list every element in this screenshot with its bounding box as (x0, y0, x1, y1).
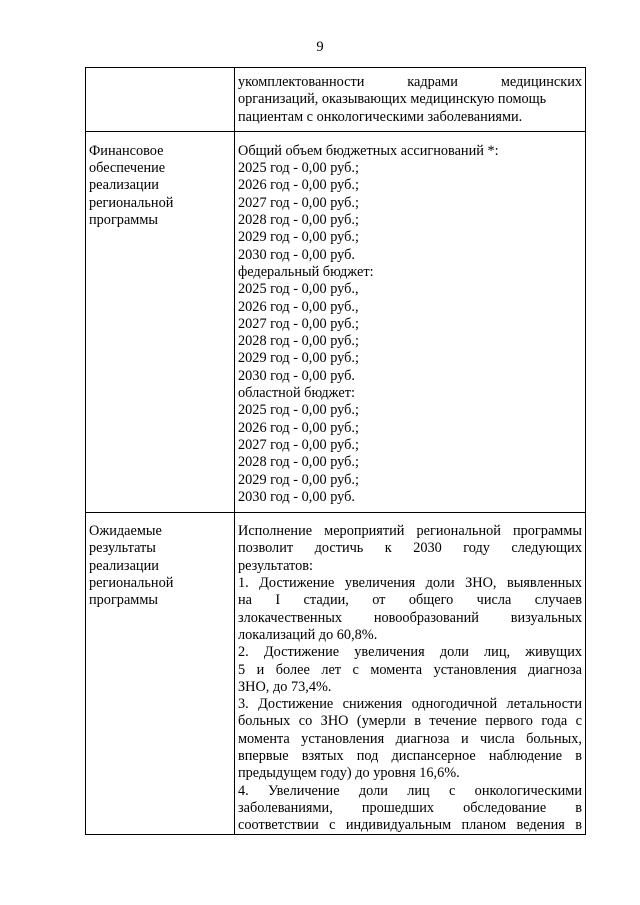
row-value-line: 2029 год - 0,00 руб.; (238, 350, 359, 367)
row-value-line: 2029 год - 0,00 руб.; (238, 229, 359, 246)
table-row (86, 513, 586, 835)
row-value-line: 2026 год - 0,00 руб., (238, 298, 359, 315)
row-value-line: федеральный бюджет: (238, 263, 374, 280)
row-label-line: региональной (89, 575, 174, 592)
row-value-line: 2027 год - 0,00 руб.; (238, 315, 359, 332)
row-value-cell (235, 131, 586, 512)
table-row (86, 131, 586, 512)
row-value-line: впервые взятых под диспансерное наблюдение в (238, 747, 582, 764)
row-value-line: 1. Достижение увеличения доли ЗНО, выявленных (238, 575, 582, 592)
table-row (86, 68, 586, 132)
row-value-line: 2028 год - 0,00 руб.; (238, 454, 359, 471)
row-value-line: локализаций до 60,8%. (238, 626, 378, 643)
row-value-line: момента установления диагноза и числа больных, (238, 730, 582, 747)
row-value-line: 2025 год - 0,00 руб.; (238, 402, 359, 419)
row-label-line: реализации (89, 177, 159, 194)
row-label-line: обеспечение (89, 160, 166, 177)
row-value-line: пациентам с онкологическими заболеваниями. (238, 108, 523, 125)
row-value-line: предыдущем году) до уровня 16,6%. (238, 765, 460, 782)
row-value-line: 2. Достижение увеличения доли лиц, живущих (238, 644, 582, 661)
row-value-line: 2027 год - 0,00 руб.; (238, 436, 359, 453)
row-value-line: злокачественных новообразований визуальных (238, 609, 582, 626)
row-value-line: 4. Увеличение доли лиц с онкологическими (238, 782, 582, 799)
passport-table (85, 67, 586, 835)
row-value-line: позволит достичь к 2030 году следующих (238, 540, 582, 557)
row-label-line: Финансовое (89, 142, 164, 159)
row-value-line: организаций, оказывающих медицинскую помощь (238, 91, 547, 108)
row-value-line: заболеваниями, прошедших обследование в (238, 799, 582, 816)
row-value-line: 2027 год - 0,00 руб.; (238, 194, 359, 211)
row-value-line: 2030 год - 0,00 руб. (238, 367, 355, 384)
row-value-line: 2025 год - 0,00 руб.; (238, 160, 359, 177)
row-value-line: 2026 год - 0,00 руб.; (238, 419, 359, 436)
page-number: 9 (316, 39, 324, 55)
row-label-cell (86, 131, 235, 512)
row-value-cell (235, 68, 586, 132)
row-value-line: областной бюджет: (238, 385, 355, 402)
row-value-line: Общий объем бюджетных ассигнований *: (238, 142, 499, 159)
row-label-line: результаты (89, 540, 156, 557)
row-value-line: на I стадии, от общего числа случаев (238, 592, 582, 609)
row-label-line: программы (89, 592, 159, 609)
row-value-line: Исполнение мероприятий региональной программы (238, 523, 582, 540)
row-value-line: 2026 год - 0,00 руб.; (238, 177, 359, 194)
row-value-line: больных со ЗНО (умерли в течение первого года с (238, 713, 582, 730)
row-value-line: 2030 год - 0,00 руб. (238, 488, 355, 505)
row-label-cell (86, 513, 235, 835)
row-label-line: реализации (89, 557, 159, 574)
row-value-line: ЗНО, до 73,4%. (238, 678, 332, 695)
row-value-cell (235, 513, 586, 835)
row-label-line: Ожидаемые (89, 523, 162, 540)
row-value-line: 2029 год - 0,00 руб.; (238, 471, 359, 488)
row-label-cell (86, 68, 235, 132)
table-body (86, 68, 586, 835)
row-label-line: региональной (89, 194, 174, 211)
row-value-line: 2028 год - 0,00 руб.; (238, 212, 359, 229)
row-value-line: 5 и более лет с момента установления диагноза (238, 661, 582, 678)
row-value-line: 2025 год - 0,00 руб., (238, 281, 359, 298)
row-value-line: 2030 год - 0,00 руб. (238, 246, 355, 263)
row-value-line: результатов: (238, 557, 313, 574)
row-label-line: программы (89, 212, 159, 229)
row-value-line: соответствии с индивидуальным планом ведения в (238, 817, 582, 834)
row-value-line: 2028 год - 0,00 руб.; (238, 333, 359, 350)
row-value-line: 3. Достижение снижения одногодичной летальности (238, 696, 582, 713)
row-value-line: укомплектованности кадрами медицинских (238, 74, 582, 90)
